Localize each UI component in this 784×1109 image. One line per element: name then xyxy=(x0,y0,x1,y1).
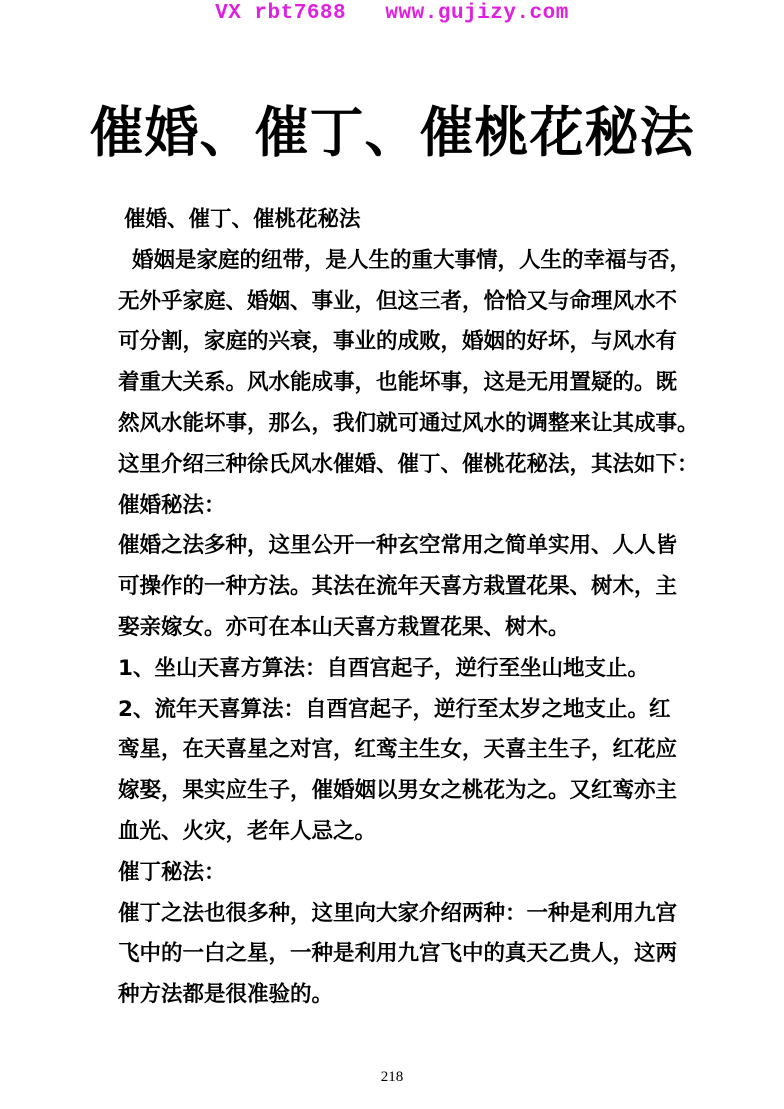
subtitle-line: 催婚、催丁、催桃花秘法 xyxy=(124,207,361,232)
watermark: VX rbt7688 www.gujizy.com xyxy=(215,2,569,25)
paragraph-line: 可操作的一种方法。其法在流年天喜方栽置花果、树木，主 xyxy=(118,574,678,600)
section-heading: 催丁秘法： xyxy=(118,859,226,885)
paragraph-line: 嫁娶，果实应生子，催婚姻以男女之桃花为之。又红鸾亦主 xyxy=(118,778,678,804)
paragraph-line: 1、坐山天喜方算法：自酉宫起子，逆行至坐山地支止。 xyxy=(118,655,649,681)
page-title: 催婚、催丁、催桃花秘法 xyxy=(89,100,695,164)
body-text xyxy=(118,200,699,1016)
paragraph-line: 种方法都是很准验的。 xyxy=(118,982,334,1008)
paragraph-line: 着重大关系。风水能成事，也能坏事，这是无用置疑的。既 xyxy=(118,370,678,396)
paragraph-line: 血光、火灾，老年人忌之。 xyxy=(118,818,377,844)
section-heading: 催婚秘法： xyxy=(118,492,226,518)
paragraph-line: 可分割，家庭的兴衰，事业的成败，婚姻的好坏，与风水有 xyxy=(118,329,678,355)
paragraph-line: 无外乎家庭、婚姻、事业，但这三者，恰恰又与命理风水不 xyxy=(118,288,678,314)
paragraph-line: 婚姻是家庭的纽带，是人生的重大事情，人生的幸福与否， xyxy=(132,247,692,273)
paragraph-line: 然风水能坏事，那么，我们就可通过风水的调整来让其成事。 xyxy=(118,410,699,436)
paragraph-line: 2、流年天喜算法：自酉宫起子，逆行至太岁之地支止。红 xyxy=(118,696,671,722)
paragraph-line: 飞中的一白之星，一种是利用九宫飞中的真天乙贵人，这两 xyxy=(118,941,678,967)
paragraph-line: 鸾星，在天喜星之对宫，红鸾主生女，天喜主生子，红花应 xyxy=(118,737,678,763)
paragraph-line: 娶亲嫁女。亦可在本山天喜方栽置花果、树木。 xyxy=(118,614,570,640)
page-number: 218 xyxy=(380,1069,404,1085)
paragraph-line: 催丁之法也很多种，这里向大家介绍两种：一种是利用九宫 xyxy=(118,900,678,926)
paragraph-line: 这里介绍三种徐氏风水催婚、催丁、催桃花秘法，其法如下： xyxy=(118,451,699,477)
paragraph-line: 催婚之法多种，这里公开一种玄空常用之简单实用、人人皆 xyxy=(118,533,678,559)
